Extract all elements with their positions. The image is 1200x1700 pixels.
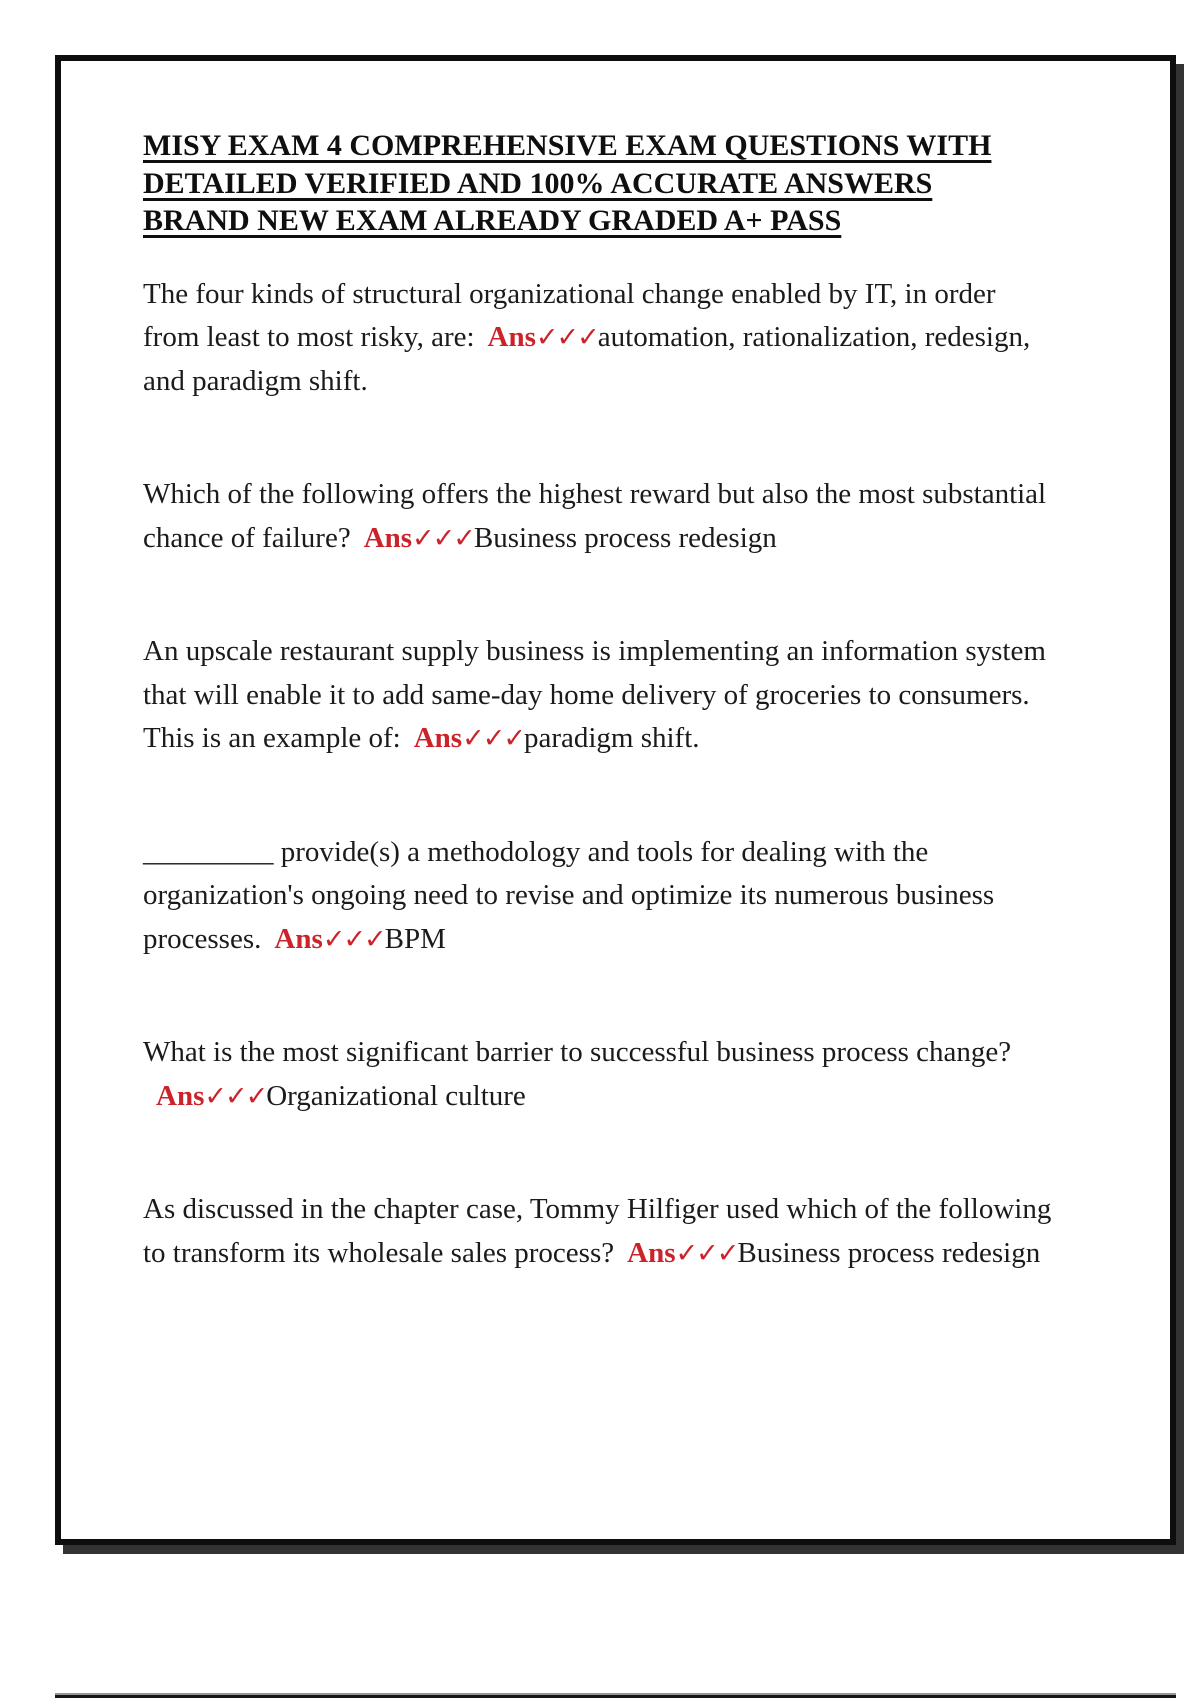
answer-text: Business process redesign	[737, 1236, 1041, 1269]
answer-text: automation, rationalization, redesign, and paradigm shift.	[143, 321, 1031, 397]
page-title	[143, 127, 1053, 240]
document-content	[143, 127, 1053, 1345]
answer-checkmarks-icon: ✓✓✓	[412, 522, 474, 554]
page-title-line-2: DETAILED VERIFIED AND 100% ACCURATE ANSWERS	[143, 166, 933, 200]
answer-checkmarks-icon: ✓✓✓	[675, 1237, 738, 1269]
qa-paragraph-3	[143, 630, 1053, 761]
document-page	[55, 55, 1176, 1545]
answer-checkmarks-icon: ✓✓✓	[204, 1080, 267, 1112]
answer-label: Ans	[627, 1236, 676, 1269]
question-text: What is the most significant barrier to successful business process change?	[143, 1036, 1012, 1068]
qa-paragraph-1	[143, 273, 1053, 404]
question-text: As discussed in the chapter case, Tommy Hilfiger used which of the following to transform its wholesale sales process?	[143, 1193, 1052, 1269]
question-text: The four kinds of structural organizational change enabled by IT, in order from least to most risky, are:	[143, 277, 996, 353]
answer-label: Ans	[363, 521, 413, 554]
answer-text: paradigm shift.	[523, 722, 700, 754]
answer-checkmarks-icon: ✓✓✓	[322, 923, 385, 955]
qa-paragraph-4	[143, 831, 1053, 962]
page-title-line-3: BRAND NEW EXAM ALREADY GRADED A+ PASS	[143, 204, 842, 237]
answer-checkmarks-icon: ✓✓✓	[462, 723, 524, 754]
next-page-top-border	[55, 1693, 1176, 1698]
answer-text: Business process redesign	[473, 521, 777, 554]
answer-label: Ans	[413, 722, 463, 754]
answer-label: Ans	[274, 922, 323, 955]
answer-text: Organizational culture	[266, 1079, 526, 1112]
answer-checkmarks-icon: ✓✓✓	[535, 322, 598, 353]
qa-paragraph-2	[143, 473, 1053, 560]
answer-label: Ans	[156, 1079, 205, 1112]
question-text: An upscale restaurant supply business is implementing an information system that will enable it to add same-day home delivery of groceries to consumers. This is an example of:	[143, 635, 1046, 754]
question-text: Which of the following offers the highest reward but also the most substantial chance of failure?	[143, 478, 1047, 554]
page-title-line-1: MISY EXAM 4 COMPREHENSIVE EXAM QUESTIONS WITH	[143, 129, 992, 162]
question-text: _________ provide(s) a methodology and tools for dealing with the organization's ongoing need to revise and optimize its numerous business processes.	[143, 835, 995, 955]
qa-paragraph-5	[143, 1031, 1053, 1118]
answer-text: BPM	[384, 922, 446, 955]
qa-paragraph-6	[143, 1188, 1053, 1275]
answer-label: Ans	[487, 321, 536, 353]
